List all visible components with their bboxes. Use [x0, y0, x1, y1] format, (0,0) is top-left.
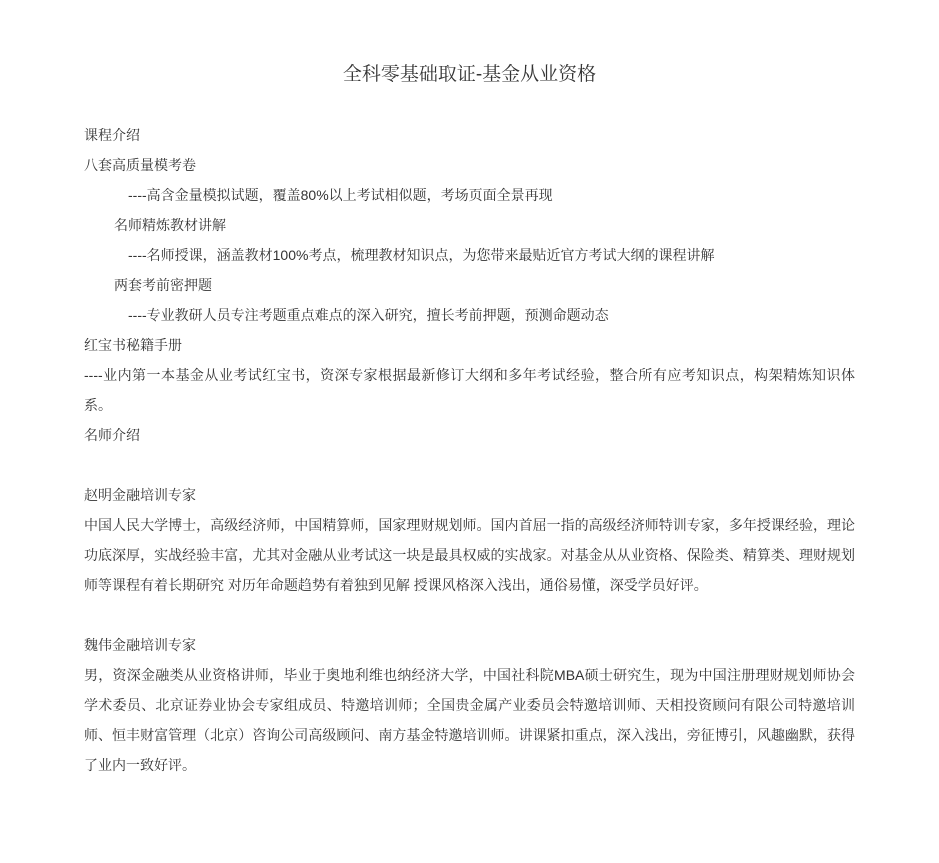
feature-desc-mock-exams: ----高含金量模拟试题，覆盖80%以上考试相似题，考场页面全景再现 — [128, 187, 553, 203]
feature-desc-pre-exam-questions: ----专业教研人员专注考题重点难点的深入研究，擅长考前押题，预测命题动态 — [128, 307, 609, 323]
section-spacer — [84, 450, 855, 480]
feature-desc-red-book: ----业内第一本基金从业考试红宝书，资深专家根据最新修订大纲和多年考试经验，整合所有应考知识点，构架精炼知识体系。 — [84, 367, 855, 413]
page-title: 全科零基础取证-基金从业资格 — [342, 64, 597, 85]
teacher-intro-heading: 名师介绍 — [84, 427, 140, 443]
course-intro-section — [84, 120, 855, 420]
course-intro-heading: 课程介绍 — [84, 127, 140, 143]
feature-name-textbook-lectures: 名师精炼教材讲解 — [114, 217, 226, 233]
feature-name-pre-exam-questions: 两套考前密押题 — [114, 277, 212, 293]
teacher-name-weiwei: 魏伟金融培训专家 — [84, 637, 196, 653]
section-spacer — [84, 600, 855, 630]
teacher-intro-section — [84, 420, 855, 780]
feature-desc-textbook-lectures: ----名师授课，涵盖教材100%考点，梳理教材知识点，为您带来最贴近官方考试大纲的课程讲解 — [128, 247, 715, 263]
teacher-bio-weiwei: 男，资深金融类从业资格讲师，毕业于奥地利维也纳经济大学，中国社科院MBA硕士研究生，现为中国注册理财规划师协会学术委员、北京证券业协会专家组成员、特邀培训师；全国贵金属产业委员会特邀培训师、天相投资顾问有限公司特邀培训师、恒丰财富管理（北京）咨询公司高级顾问、南方基金特邀培训师。讲课紧扣重点，深入浅出，旁征博引，风趣幽默，获得了业内一致好评。 — [84, 667, 855, 773]
teacher-name-zhaoming: 赵明金融培训专家 — [84, 487, 196, 503]
feature-name-red-book: 红宝书秘籍手册 — [84, 337, 182, 353]
feature-name-mock-exams: 八套高质量模考卷 — [84, 157, 196, 173]
teacher-bio-zhaoming: 中国人民大学博士，高级经济师，中国精算师，国家理财规划师。国内首屈一指的高级经济师特训专家，多年授课经验，理论功底深厚，实战经验丰富，尤其对金融从业考试这一块是最具权威的实战家。对基金从从业资格、保险类、精算类、理财规划师等课程有着长期研究 对历年命题趋势有着独到见解 授课风格深入浅出，通俗易懂，深受学员好评。 — [84, 517, 855, 593]
